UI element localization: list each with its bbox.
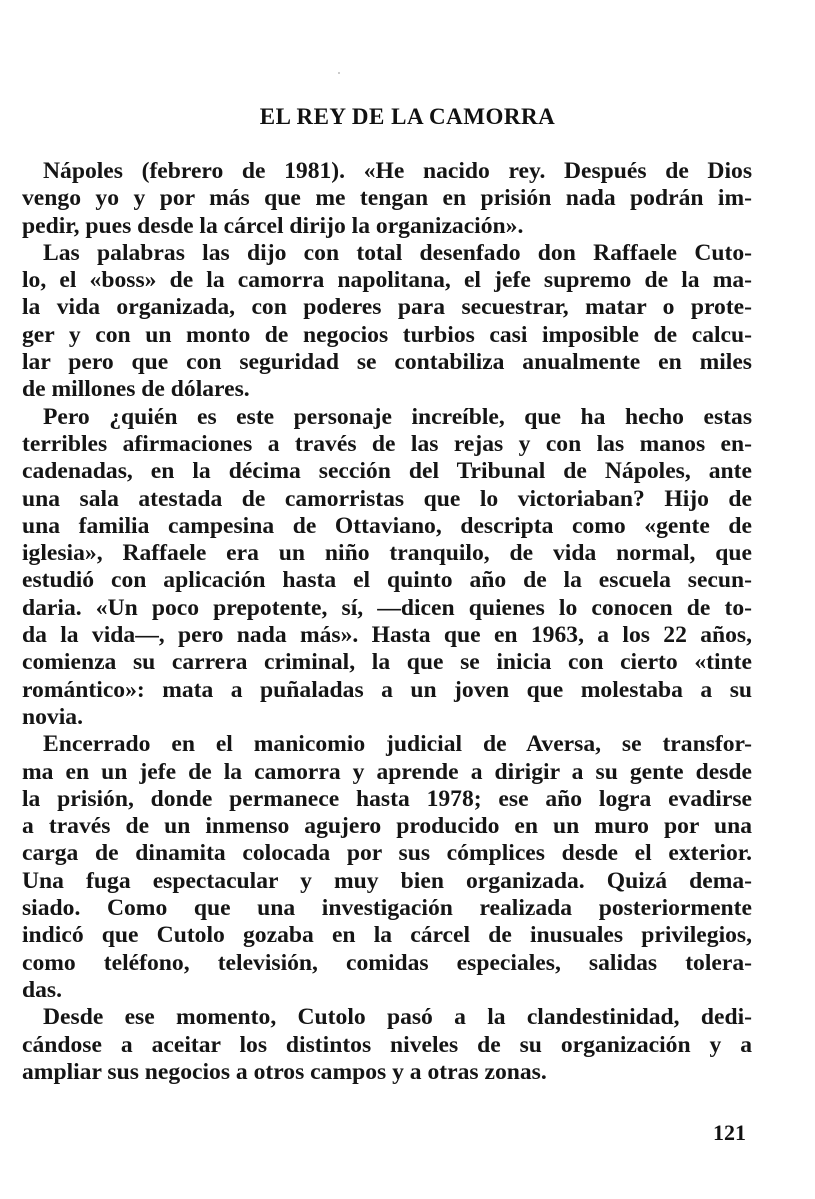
- text-line: romántico»: mata a puñaladas a un joven que molestaba a su: [22, 676, 752, 703]
- body-text: [22, 158, 752, 1086]
- text-line: ampliar sus negocios a otros campos y a otras zonas.: [22, 1058, 547, 1085]
- text-line: una familia campesina de Ottaviano, descripta como «gente de: [22, 512, 752, 539]
- text-line: a través de un inmenso agujero producido en un muro por una: [22, 813, 752, 840]
- text-line: ma en un jefe de la camorra y aprende a dirigir a su gente desde: [22, 758, 752, 785]
- text-line: indicó que Cutolo gozaba en la cárcel de inusuales privilegios,: [22, 922, 752, 949]
- text-line: una sala atestada de camorristas que lo victoriaban? Hijo de: [22, 485, 752, 512]
- text-line: como teléfono, televisión, comidas especiales, salidas tolera-: [22, 949, 752, 976]
- paragraph: [22, 240, 752, 404]
- text-line: la vida organizada, con poderes para secuestrar, matar o prote-: [22, 294, 752, 321]
- text-line: Nápoles (febrero de 1981). «He nacido rey. Después de Dios: [43, 158, 752, 184]
- text-line: da la vida—, pero nada más». Hasta que en 1963, a los 22 años,: [22, 622, 752, 649]
- text-line: daria. «Un poco prepotente, sí, —dicen quienes lo conocen de to-: [22, 594, 752, 621]
- text-line: pedir, pues desde la cárcel dirijo la organización».: [22, 212, 524, 239]
- text-line: Las palabras las dijo con total desenfado don Raffaele Cuto-: [43, 239, 752, 266]
- text-line: carga de dinamita colocada por sus cómplices desde el exterior.: [22, 840, 752, 867]
- text-line: Encerrado en el manicomio judicial de Aversa, se transfor-: [43, 731, 752, 758]
- text-line: Pero ¿quién es este personaje increíble, que ha hecho estas: [43, 403, 752, 430]
- text-line: estudió con aplicación hasta el quinto año de la escuela secun-: [22, 567, 752, 594]
- text-line: novia.: [22, 703, 83, 730]
- paragraph: [22, 731, 752, 1004]
- text-line: lar pero que con seguridad se contabiliza anualmente en miles: [22, 349, 752, 376]
- text-line: Una fuga espectacular y muy bien organizada. Quizá dema-: [22, 867, 752, 894]
- paragraph: [22, 1004, 752, 1086]
- text-line: terribles afirmaciones a través de las rejas y con las manos en-: [22, 430, 752, 457]
- text-line: cándose a aceitar los distintos niveles de su organización y a: [22, 1031, 752, 1058]
- chapter-title: EL REY DE LA CAMORRA: [259, 104, 556, 129]
- scan-speck: [338, 72, 340, 74]
- text-line: ger y con un monto de negocios turbios casi imposible de calcu-: [22, 321, 752, 348]
- paragraph: [22, 158, 752, 240]
- page-number: 121: [713, 1120, 746, 1145]
- text-line: vengo yo y por más que me tengan en prisión nada podrán im-: [22, 185, 752, 212]
- text-line: das.: [22, 976, 62, 1003]
- text-line: Desde ese momento, Cutolo pasó a la clandestinidad, dedi-: [43, 1004, 752, 1031]
- paragraph: [22, 404, 752, 732]
- text-line: siado. Como que una investigación realizada posteriormente: [22, 895, 752, 922]
- text-line: lo, el «boss» de la camorra napolitana, el jefe supremo de la ma-: [22, 267, 752, 294]
- text-line: comienza su carrera criminal, la que se inicia con cierto «tinte: [22, 649, 752, 676]
- text-line: cadenadas, en la décima sección del Tribunal de Nápoles, ante: [22, 458, 752, 485]
- text-line: de millones de dólares.: [22, 376, 250, 403]
- text-line: iglesia», Raffaele era un niño tranquilo, de vida normal, que: [22, 540, 752, 567]
- text-line: la prisión, donde permanece hasta 1978; ese año logra evadirse: [22, 785, 752, 812]
